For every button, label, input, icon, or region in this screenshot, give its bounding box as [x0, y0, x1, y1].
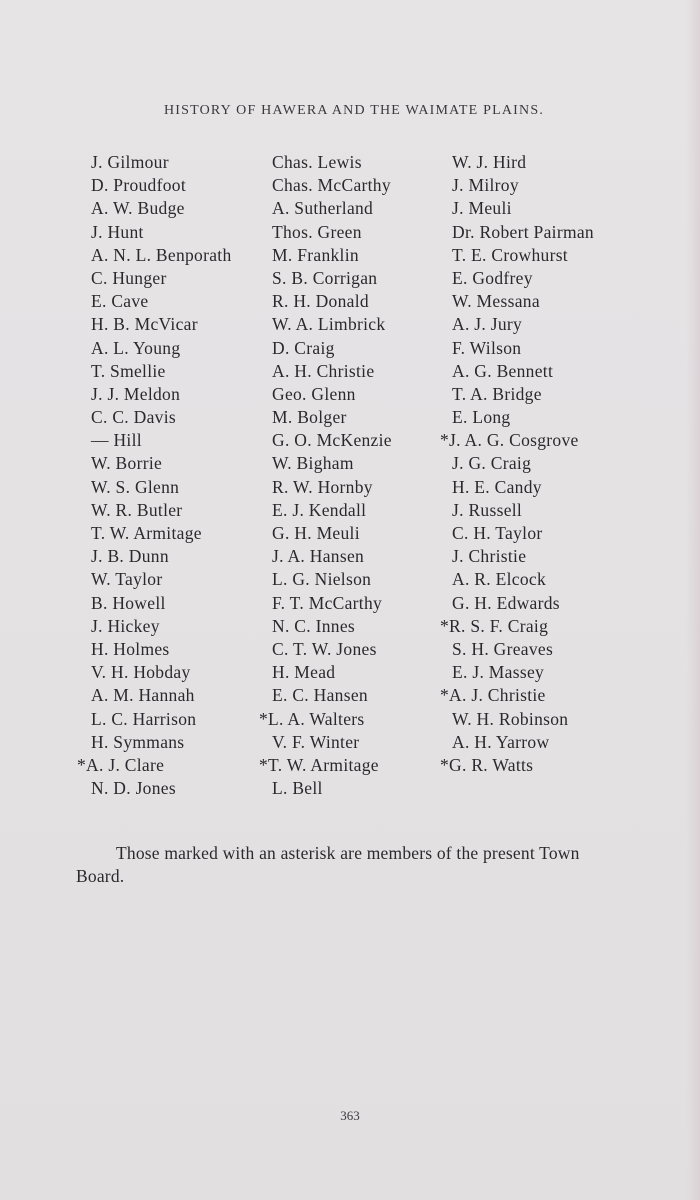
name-entry: F. T. McCarthy [272, 592, 383, 613]
name-entry: T. Smellie [91, 360, 166, 381]
name-entry: C. C. Davis [91, 407, 176, 428]
name-entry: V. F. Winter [272, 731, 360, 752]
name-entry: H. Holmes [91, 638, 170, 659]
name-column-2 [259, 151, 392, 800]
name-entry: *A. J. Clare [77, 754, 165, 775]
name-entry: Thos. Green [272, 221, 362, 242]
name-entry: W. Bigham [272, 453, 354, 474]
name-entry: J. Christie [452, 546, 527, 567]
name-entry: W. J. Hird [452, 152, 527, 172]
name-entry: S. B. Corrigan [272, 267, 378, 288]
name-entry: W. S. Glenn [91, 476, 180, 497]
name-entry: F. Wilson [452, 337, 522, 358]
name-entry: J. J. Meldon [91, 383, 181, 404]
name-entry: E. J. Kendall [272, 499, 367, 520]
name-entry: D. Craig [272, 337, 335, 358]
name-entry: W. H. Robinson [452, 708, 569, 729]
name-entry: J. Meuli [452, 198, 512, 219]
name-entry: A. J. Jury [452, 314, 523, 335]
running-header: HISTORY OF HAWERA AND THE WAIMATE PLAINS. [163, 103, 545, 118]
name-entry: L. G. Nielson [272, 569, 372, 590]
name-entry: J. Hickey [91, 615, 160, 636]
name-entry: *A. J. Christie [440, 685, 546, 706]
name-entry: *J. A. G. Cosgrove [440, 430, 579, 451]
name-entry: C. Hunger [91, 267, 167, 288]
name-entry: A. W. Budge [91, 198, 185, 219]
name-entry: R. W. Hornby [272, 476, 373, 497]
name-entry: J. Hunt [91, 221, 144, 242]
name-entry: A. H. Yarrow [452, 731, 550, 752]
name-entry: E. J. Massey [452, 662, 545, 683]
name-entry: V. H. Hobday [91, 662, 191, 683]
name-entry: M. Franklin [272, 244, 359, 265]
name-entry: A. N. L. Benporath [91, 244, 232, 265]
name-entry: W. Messana [452, 291, 540, 312]
name-entry: Chas. Lewis [272, 152, 362, 172]
name-entry: Chas. McCarthy [272, 175, 391, 196]
name-entry: *R. S. F. Craig [440, 615, 549, 636]
name-entry: T. W. Armitage [91, 523, 202, 543]
name-entry: H. Mead [272, 662, 336, 683]
name-entry: L. Bell [272, 778, 323, 799]
name-entry: L. C. Harrison [91, 708, 197, 729]
name-entry: W. Taylor [91, 569, 163, 590]
name-entry: J. Russell [452, 499, 523, 520]
name-column-3 [440, 151, 594, 777]
name-entry: G. H. Edwards [452, 592, 560, 613]
name-entry: A. R. Elcock [452, 569, 546, 590]
name-entry: A. L. Young [91, 337, 181, 358]
name-entry: E. Godfrey [452, 267, 533, 288]
name-entry: *T. W. Armitage [259, 754, 379, 775]
name-entry: R. H. Donald [272, 291, 369, 312]
name-entry: J. B. Dunn [91, 546, 169, 567]
name-entry: B. Howell [91, 592, 166, 613]
name-entry: W. R. Butler [91, 499, 183, 520]
name-entry: C. H. Taylor [452, 523, 543, 543]
name-entry: M. Bolger [272, 407, 347, 428]
name-entry: W. A. Limbrick [272, 314, 386, 335]
name-entry: E. C. Hansen [272, 685, 368, 706]
name-entry: C. T. W. Jones [272, 638, 377, 659]
name-entry: A. H. Christie [272, 360, 375, 381]
name-entry: A. G. Bennett [452, 360, 554, 381]
name-entry: G. H. Meuli [272, 523, 360, 543]
name-entry: N. C. Innes [272, 615, 356, 636]
name-entry: J. Milroy [452, 175, 519, 196]
name-entry: *L. A. Walters [259, 708, 365, 729]
name-entry: A. M. Hannah [91, 685, 195, 706]
name-entry: — Hill [91, 430, 142, 451]
name-column-1 [77, 151, 232, 800]
name-entry: N. D. Jones [91, 778, 176, 799]
name-entry: S. H. Greaves [452, 638, 554, 659]
asterisk-footnote: Those marked with an asterisk are members of the present Town Board. [76, 842, 580, 886]
name-entry: E. Cave [91, 291, 149, 312]
name-entry: G. O. McKenzie [272, 430, 392, 451]
name-entry: W. Borrie [91, 453, 163, 474]
name-entry: J. A. Hansen [272, 546, 365, 567]
name-entry: Geo. Glenn [272, 383, 356, 404]
name-entry: A. Sutherland [272, 198, 374, 219]
name-entry: T. E. Crowhurst [452, 244, 568, 265]
name-entry: J. Gilmour [91, 152, 169, 172]
name-entry: D. Proudfoot [91, 175, 186, 196]
name-list [0, 151, 700, 811]
name-entry: J. G. Craig [452, 453, 532, 474]
name-entry: E. Long [452, 407, 511, 428]
name-entry: Dr. Robert Pairman [452, 221, 594, 242]
name-entry: T. A. Bridge [452, 383, 542, 404]
name-entry: *G. R. Watts [440, 754, 534, 775]
name-entry: H. B. McVicar [91, 314, 198, 335]
name-entry: H. Symmans [91, 731, 185, 752]
page-number: 363 [340, 1108, 360, 1123]
name-entry: H. E. Candy [452, 476, 542, 497]
